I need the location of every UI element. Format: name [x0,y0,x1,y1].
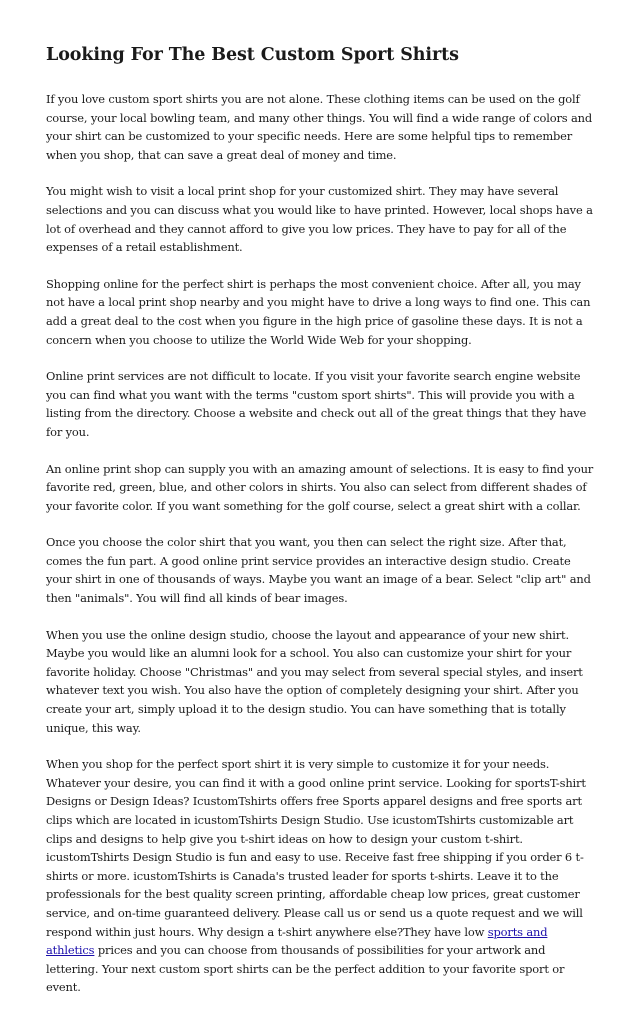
paragraph-8-text-after-link: prices and you can choose from thousands of possibilities for your artwork and lettering. Your next custom sport shirts can be the perfect addition to your favorite sport or event. [46,943,565,995]
paragraph-8-text-before-link: When you shop for the perfect sport shirt it is very simple to customize it for your needs. Whatever your desire, you can find it with a good online print service. Looking for sportsT-shirt Designs or Design Ideas? IcustomTshirts offers free Sports apparel designs and free sports art clips which are located in icustomTshirts Design Studio. Use icustomTshirts customizable art clips and designs to help give you t-shirt ideas on how to design your custom t-shirt. icustomTshirts Design Studio is fun and easy to use. Receive fast free shipping if you order 6 t-shirts or more. icustomTshirts is Canada's trusted leader for sports t-shirts. Leave it to the professionals for the best quality screen printing, affordable cheap low prices, great customer service, and on-time guaranteed delivery. Please call us or send us a quote request and we will respond within just hours. Why design a t-shirt anywhere else?They have low [46,757,586,939]
paragraph-8 [46,755,594,997]
sports-and-athletics-link[interactable]: sports and athletics [46,924,548,958]
paragraph-2: You might wish to visit a local print shop for your customized shirt. They may have several selections and you can discuss what you would like to have printed. However, local shops have a lot of overhead and they cannot afford to give you low prices. They have to pay for all of the expenses of a retail establishment. [46,184,593,255]
paragraph-5: An online print shop can supply you with an amazing amount of selections. It is easy to find your favorite red, green, blue, and other colors in shirts. You also can select from different shades of your favorite color. If you want something for the golf course, select a great shirt with a collar. [46,461,594,513]
paragraph-6: Once you choose the color shirt that you want, you then can select the right size. After that, comes the fun part. A good online print service provides an interactive design studio. Create your shirt in one of thousands of ways. Maybe you want an image of a bear. Select "clip art" and then "animals". You will find all kinds of bear images. [46,535,591,606]
document-title: Looking For The Best Custom Sport Shirts [46,45,459,65]
paragraph-7: When you use the online design studio, choose the layout and appearance of your new shirt. Maybe you would like an alumni look for a school. You also can customize your shirt for your favorite holiday. Choose "Christmas" and you may select from several special styles, and insert whatever text you wish. You also have the option of completely designing your shirt. After you create your art, simply upload it to the design studio. You can have something that is totally unique, this way. [46,627,583,735]
document-page [46,44,594,1015]
paragraph-1: If you love custom sport shirts you are not alone. These clothing items can be used on the golf course, your local bowling team, and many other things. You will find a wide range of colors and your shirt can be customized to your specific needs. Here are some helpful tips to remember when you shop, that can save a great deal of money and time. [46,92,593,162]
paragraph-4: Online print services are not difficult to locate. If you visit your favorite search engine website you can find what you want with the terms "custom sport shirts". This will provide you with a listing from the directory. Choose a website and check out all of the great things that they have for you. [46,369,587,439]
paragraph-3: Shopping online for the perfect shirt is perhaps the most convenient choice. After all, you may not have a local print shop nearby and you might have to drive a long ways to find one. This can add a great deal to the cost when you figure in the high price of gasoline these days. It is not a concern when you choose to utilize the World Wide Web for your shopping. [46,276,591,347]
